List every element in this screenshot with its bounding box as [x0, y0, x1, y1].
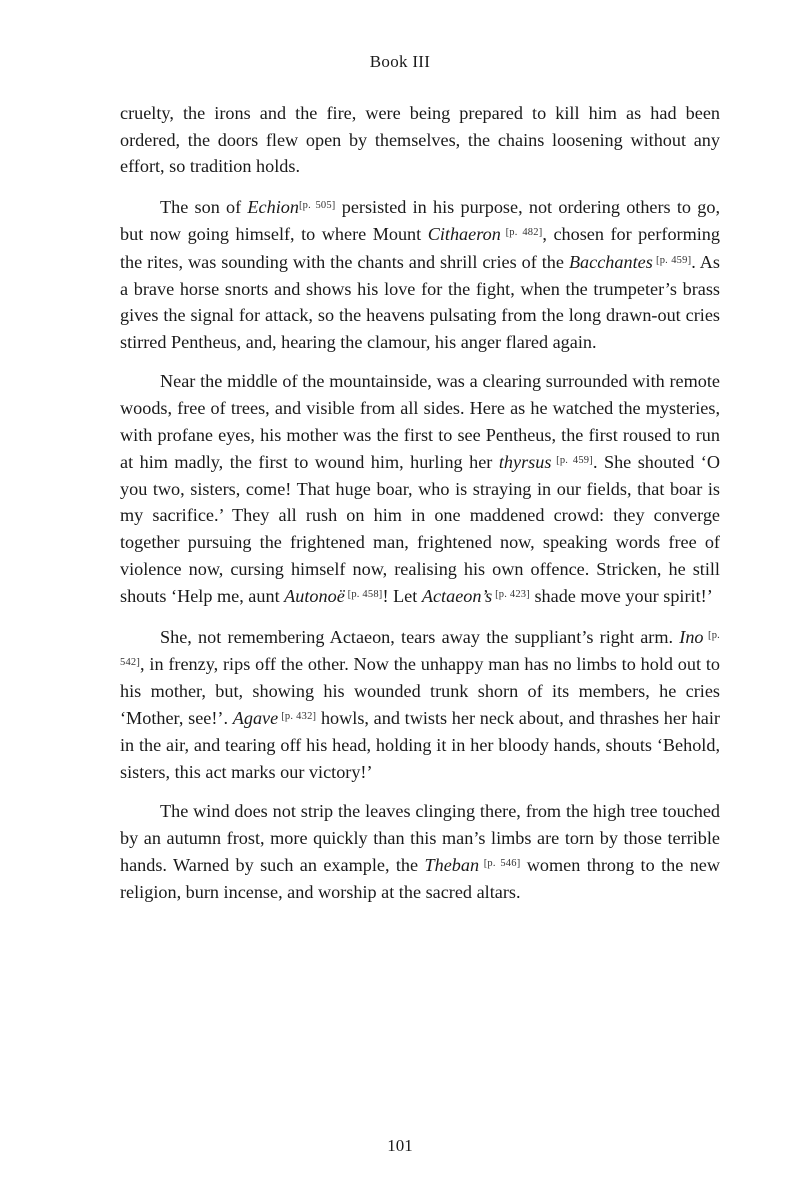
text-run: shade move your spirit!’: [529, 586, 713, 607]
text-run: cruelty, the irons and the fire, were being prepared to kill him as had been ordered, the doors flew open by themselves, the chains loosening without any effort, so tradition holds.: [120, 103, 720, 177]
paragraph: [120, 368, 720, 609]
page-reference: [p. 459]: [551, 455, 593, 467]
page-number: 101: [387, 1136, 413, 1155]
text-run: , chosen for performing the rites, was sounding with the chants and shrill cries of the: [120, 224, 720, 272]
proper-name: Actaeon’s: [421, 586, 493, 607]
page-reference: [p. 458]: [344, 589, 383, 601]
text-run: ! Let: [382, 586, 422, 607]
text-run: , in frenzy, rips off the other. Now the unhappy man has no limbs to hold out to his mother, but, showing his wounded trunk shorn of its members, he cries ‘Mother, see!’.: [120, 654, 720, 729]
text-run: . She shouted ‘O you two, sisters, come! That huge boar, who is straying in our fields, that boar is my sacrifice.’ They all rush on him in one maddened crowd: they converge together pursuing the frightened man, frightened now, speaking words free of violence now, cursing himself now, realising his own offence. Stricken, he still shouts ‘Help me, aunt: [120, 452, 720, 607]
page-reference: [p. 482]: [500, 227, 543, 239]
proper-name: Theban: [424, 855, 480, 876]
text-run: howls, and twists her neck about, and thrashes her hair in the air, and tearing off his head, holding it in her bloody hands, shouts ‘Behold, sisters, this act marks our victory!’: [120, 708, 720, 782]
text-run: She, not remembering Actaeon, tears away the suppliant’s right arm.: [160, 626, 680, 647]
text-run: . As a brave horse snorts and shows his love for the fight, when the trumpeter’s brass gives the signal for attack, so the heavens pulsating from the long drawn-out cries stirred Pentheus, and, hearing the clamour, his anger flared again.: [120, 251, 720, 352]
paragraph: [120, 193, 720, 356]
proper-name: Cithaeron: [427, 224, 501, 245]
page-reference: [p. 542]: [120, 629, 721, 669]
proper-name: Ino: [679, 626, 704, 647]
paragraph: [120, 798, 720, 905]
body-text: [120, 100, 720, 919]
paragraph: [120, 623, 720, 786]
proper-name: Bacchantes: [568, 251, 653, 272]
text-run: women throng to the new religion, burn incense, and worship at the sacred altars.: [120, 855, 720, 903]
proper-name: Autonoë: [284, 586, 345, 607]
proper-name: thyrsus: [498, 452, 552, 473]
text-run: Near the middle of the mountainside, was a clearing surrounded with remote woods, free of trees, and visible from all sides. Here as he watched the mysteries, with profane eyes, his mother was the first to see Pentheus, the first roused to run at him madly, the first to wound him, hurling her: [120, 371, 720, 473]
text-run: persisted in his purpose, not ordering others to go, but now going himself, to where Mount: [120, 196, 720, 245]
page-reference: [p. 423]: [492, 589, 530, 601]
page-reference: [p. 459]: [652, 254, 692, 266]
paragraph: [120, 100, 720, 180]
text-run: The wind does not strip the leaves clinging there, from the high tree touched by an autumn frost, more quickly than this man’s limbs are torn by those terrible hands. Warned by such an example, the: [120, 801, 720, 876]
page-reference: [p. 432]: [278, 711, 317, 723]
proper-name: Echion: [247, 196, 299, 217]
page-reference: [p. 505]: [298, 199, 336, 211]
running-header: Book III: [369, 52, 431, 71]
page-reference: [p. 546]: [479, 858, 521, 870]
text-run: The son of: [160, 196, 248, 217]
proper-name: Agave: [232, 708, 279, 729]
